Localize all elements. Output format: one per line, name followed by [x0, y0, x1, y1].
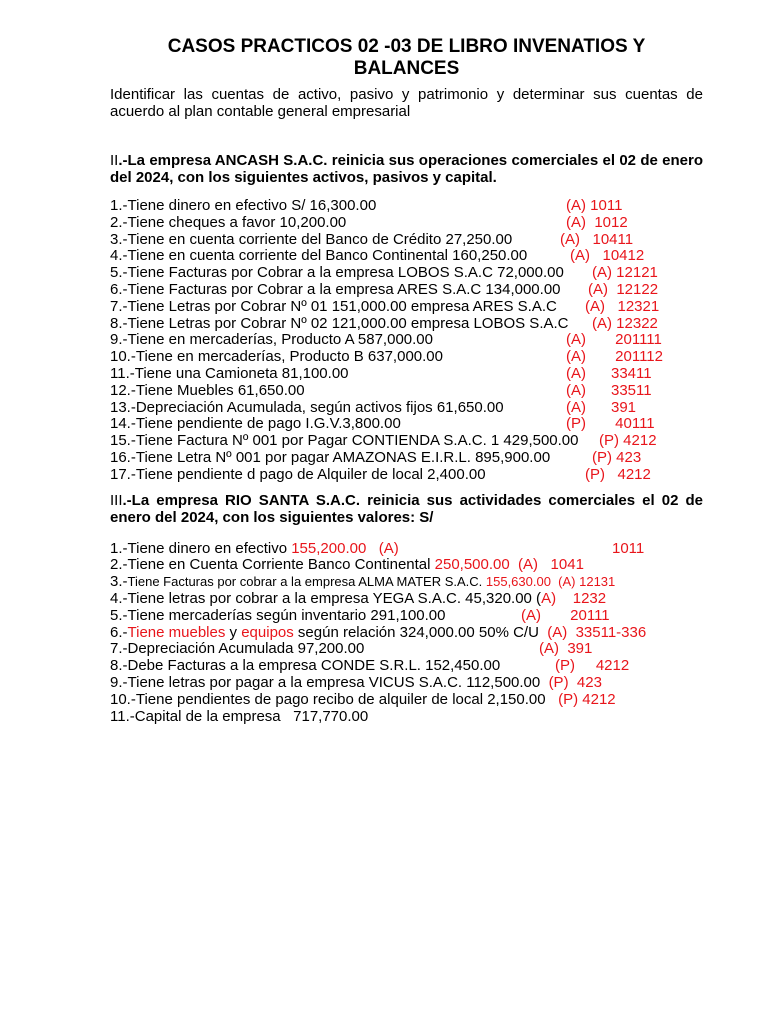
item-account: A) 1232 — [541, 589, 607, 607]
item-text: 13.-Depreciación Acumulada, según activos fijos 61,650.00 — [110, 398, 504, 416]
item-text: 17.-Tiene pendiente d pago de Alquiler de local 2,400.00 — [110, 465, 486, 483]
item-account: (A) 12121 — [592, 264, 658, 282]
item-account: (A) 33411 — [566, 364, 652, 382]
item-account: (P) 40111 — [566, 415, 655, 433]
section-2-heading — [110, 152, 703, 186]
section-3-item — [110, 640, 703, 657]
section-2-item — [110, 449, 703, 466]
item-account: (A) 391 — [539, 640, 593, 658]
item-account: (A) 201111 — [566, 331, 662, 349]
section-2-item — [110, 331, 703, 348]
section-2-list — [110, 197, 703, 483]
document-page — [110, 36, 703, 724]
item-account: (P) 4212 — [585, 465, 651, 483]
document-title — [110, 36, 703, 80]
item-text: 7.-Depreciación Acumulada 97,200.00 — [110, 640, 365, 658]
section-3-item — [110, 657, 703, 674]
item-text: 5.-Tiene Facturas por Cobrar a la empresa LOBOS S.A.C 72,000.00 — [110, 264, 564, 282]
item-account: (P) 4212 — [599, 432, 657, 450]
item-number: 3.- — [110, 573, 128, 591]
item-text: 15.-Tiene Factura Nº 001 por Pagar CONTIENDA S.A.C. 1 429,500.00 — [110, 432, 579, 450]
section-2-item — [110, 264, 703, 281]
section-3-item — [110, 624, 703, 641]
item-account: (A) 33511-336 — [547, 623, 647, 641]
section-3-list — [110, 540, 703, 725]
item-account: (A) 10412 — [570, 247, 645, 265]
item-text: y — [225, 623, 242, 641]
section-2-item — [110, 315, 703, 332]
intro-paragraph: Identificar las cuentas de activo, pasivo y patrimonio y determinar sus cuentas de acuerdo al plan contable general empresarial — [110, 86, 703, 120]
item-text: 8.-Debe Facturas a la empresa CONDE S.R.L. 152,450.00 — [110, 657, 501, 675]
section-3-item — [110, 573, 703, 590]
item-text-highlight: Tiene muebles — [127, 623, 226, 641]
item-text: 9.-Tiene letras por pagar a la empresa VICUS S.A.C. 112,500.00 — [110, 673, 549, 691]
item-account: (P) 4212 — [555, 657, 630, 675]
item-account: 155,200.00 (A) — [291, 539, 399, 557]
section-2-item — [110, 197, 703, 214]
item-text: 1.-Tiene dinero en efectivo — [110, 539, 292, 557]
item-account: (A) 20111 — [521, 606, 610, 624]
item-text: 5.-Tiene mercaderías según inventario 291,100.00 — [110, 606, 446, 624]
section-2-item — [110, 399, 703, 416]
section-2-heading-text: .-La empresa ANCASH S.A.C. reinicia sus operaciones comerciales el 02 de enero del 2024, con los siguientes activos, pasivos y capital. — [110, 152, 703, 186]
item-text: 11.-Tiene una Camioneta 81,100.00 — [110, 364, 349, 382]
item-account: (P) 423 — [592, 448, 642, 466]
item-account: (A) 10411 — [560, 230, 634, 248]
section-2-item — [110, 231, 703, 248]
section-2-item — [110, 298, 703, 315]
item-number: 6.- — [110, 623, 128, 641]
section-2-item — [110, 365, 703, 382]
item-text: 9.-Tiene en mercaderías, Producto A 587,000.00 — [110, 331, 433, 349]
item-account: (A) 12321 — [585, 297, 660, 315]
title-line-2: BALANCES — [353, 58, 460, 79]
item-account-code: 1011 — [612, 539, 645, 557]
section-2-item — [110, 382, 703, 399]
item-text: 6.-Tiene Facturas por Cobrar a la empresa ARES S.A.C 134,000.00 — [110, 280, 561, 298]
item-text: 4.-Tiene letras por cobrar a la empresa YEGA S.A.C. 45,320.00 ( — [110, 589, 542, 607]
section-2-item — [110, 281, 703, 298]
item-text: 4.-Tiene en cuenta corriente del Banco Continental 160,250.00 — [110, 247, 528, 265]
item-text: 14.-Tiene pendiente de pago I.G.V.3,800.00 — [110, 415, 401, 433]
item-account: (A) 12122 — [588, 280, 659, 298]
section-3-item — [110, 691, 703, 708]
item-account: (A) 12322 — [592, 314, 658, 332]
item-account: (P) 4212 — [558, 690, 616, 708]
item-text: 2.-Tiene cheques a favor 10,200.00 — [110, 213, 347, 231]
item-text: 10.-Tiene pendientes de pago recibo de alquiler de local 2,150.00 — [110, 690, 559, 708]
item-text: 2.-Tiene en Cuenta Corriente Banco Continental — [110, 556, 435, 574]
section-2-item — [110, 432, 703, 449]
section-2-item — [110, 247, 703, 264]
section-2-roman: II — [110, 152, 119, 169]
section-3-heading — [110, 492, 703, 526]
section-3-item — [110, 674, 703, 691]
item-text: 7.-Tiene Letras por Cobrar Nº 01 151,000.00 empresa ARES S.A.C — [110, 297, 557, 315]
section-2-item — [110, 214, 703, 231]
item-account: (A) 1012 — [566, 213, 628, 231]
section-3-heading-text: .-La empresa RIO SANTA S.A.C. reinicia sus actividades comerciales el 02 de enero del 2024, con los siguientes valores: S/ — [110, 491, 703, 526]
section-2-item — [110, 466, 703, 483]
section-3-item — [110, 590, 703, 607]
item-account: (A) 33511 — [566, 381, 652, 399]
item-text: según relación 324,000.00 50% C/U — [293, 623, 548, 641]
section-3-item — [110, 708, 703, 725]
section-3-item — [110, 607, 703, 624]
item-account: (A) 1011 — [566, 197, 623, 214]
item-text-highlight: equipos — [241, 623, 294, 641]
section-3-item — [110, 556, 703, 573]
item-account: (P) 423 — [548, 673, 602, 691]
item-text: 16.-Tiene Letra Nº 001 por pagar AMAZONAS E.I.R.L. 895,900.00 — [110, 448, 551, 466]
section-2-item — [110, 348, 703, 365]
item-text: 12.-Tiene Muebles 61,650.00 — [110, 381, 305, 399]
item-account: (A) 391 — [566, 398, 637, 416]
item-account: 155,630.00 (A) 12131 — [485, 574, 616, 590]
item-account: 250,500.00 (A) 1041 — [434, 556, 584, 574]
item-account: (A) 201112 — [566, 348, 663, 366]
section-3-roman: III — [110, 491, 123, 509]
item-text: 8.-Tiene Letras por Cobrar Nº 02 121,000.00 empresa LOBOS S.A.C — [110, 314, 569, 332]
item-text: 3.-Tiene en cuenta corriente del Banco de Crédito 27,250.00 — [110, 230, 513, 248]
item-text: 1.-Tiene dinero en efectivo S/ 16,300.00 — [110, 197, 377, 214]
item-text: 10.-Tiene en mercaderías, Producto B 637,000.00 — [110, 348, 443, 366]
section-3-item — [110, 540, 703, 557]
section-2-item — [110, 415, 703, 432]
title-line-1: CASOS PRACTICOS 02 -03 DE LIBRO INVENATIOS Y — [167, 36, 646, 57]
item-text: 11.-Capital de la empresa 717,770.00 — [110, 707, 369, 725]
item-text: Tiene Facturas por cobrar a la empresa ALMA MATER S.A.C. — [127, 574, 486, 590]
